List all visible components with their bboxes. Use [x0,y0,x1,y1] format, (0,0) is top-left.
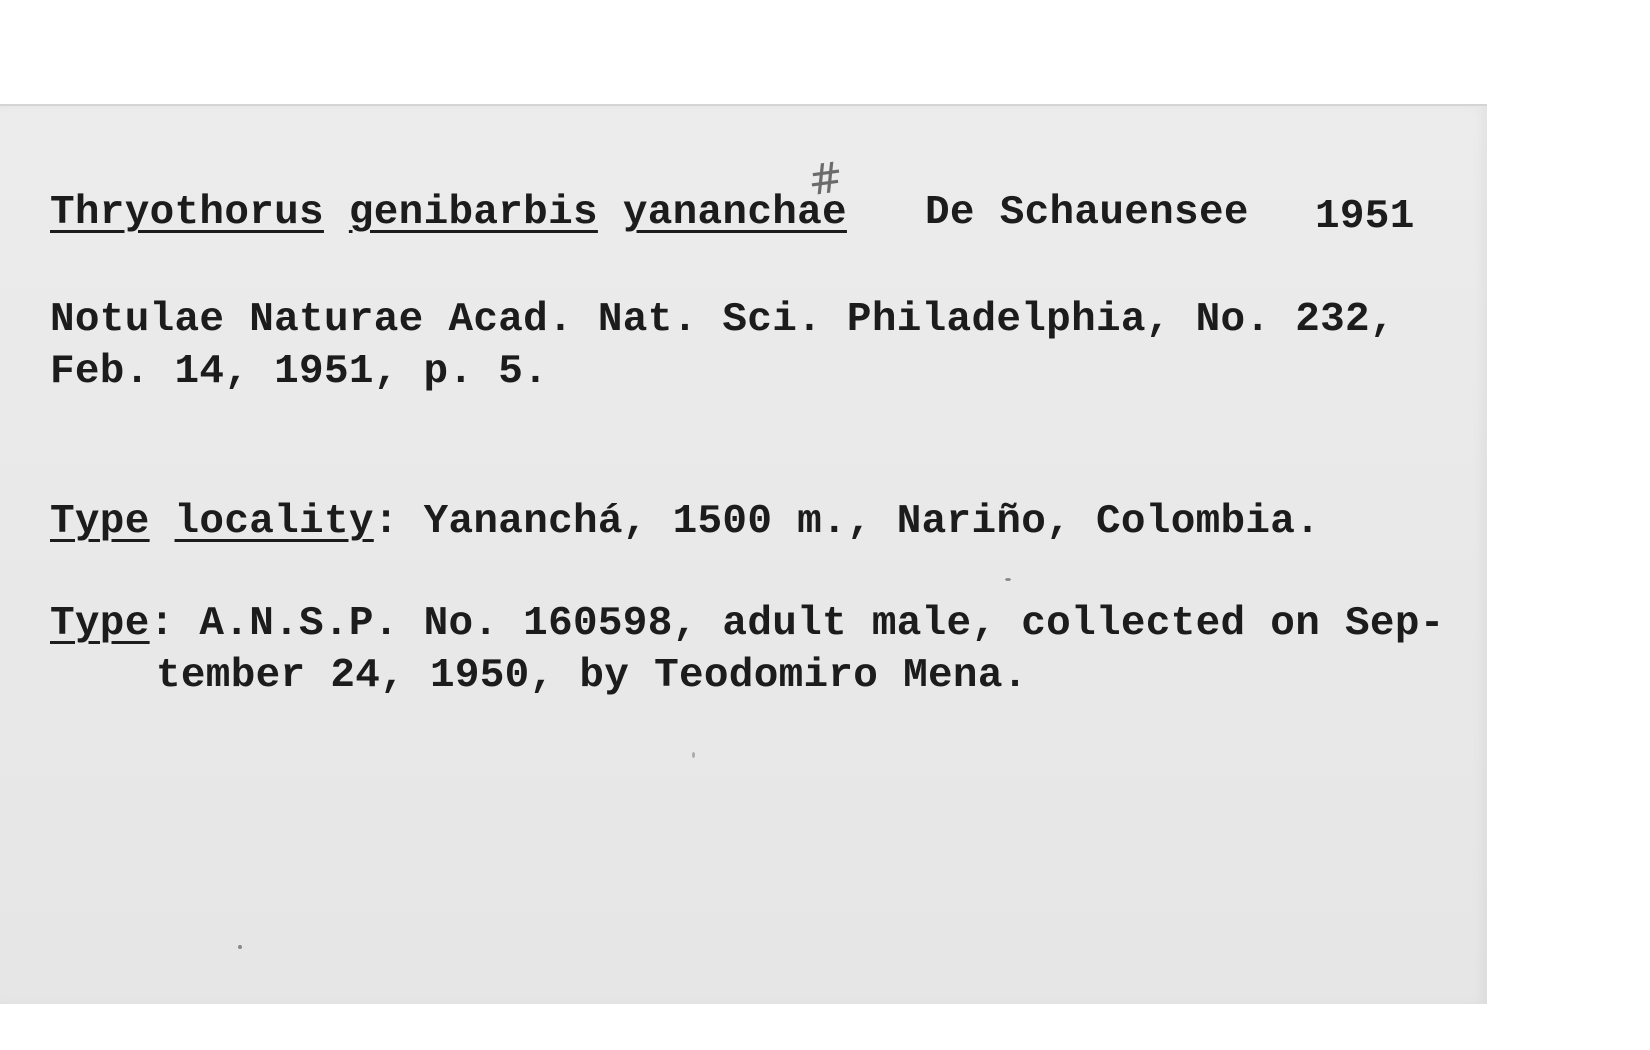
ink-speck [238,945,242,949]
publication-year: 1951 [1315,194,1415,240]
type-line-2: tember 24, 1950, by Teodomiro Mena. [156,653,1028,699]
species-name: genibarbis [348,190,598,236]
type-locality-label-word-2: locality [174,499,374,545]
handwritten-hash-mark: # [804,151,847,206]
type-specimen-value: A.N.S.P. No. 160598, adult male, collected on Sep- [174,601,1445,647]
subspecies-name: yananchae [622,190,847,236]
citation-line-1: Notulae Naturae Acad. Nat. Sci. Philadelphia, No. 232, [50,297,1395,343]
type-locality-value: Yananchá, 1500 m., Nariño, Colombia. [398,499,1321,545]
type-label: Type [50,601,150,647]
type-locality-label-word-1: Type [50,499,150,545]
citation-line-2: Feb. 14, 1951, p. 5. [50,349,549,395]
type-colon: : [149,601,175,647]
genus-name: Thryothorus [50,190,324,236]
author-name: De Schauensee [925,190,1249,236]
type-line-1 [50,601,1445,647]
taxon-heading [50,190,847,236]
ink-speck [692,752,695,758]
index-card [0,104,1487,1004]
type-locality-colon: : [373,499,399,545]
type-locality-line [50,499,1321,545]
ink-speck [1005,578,1011,581]
